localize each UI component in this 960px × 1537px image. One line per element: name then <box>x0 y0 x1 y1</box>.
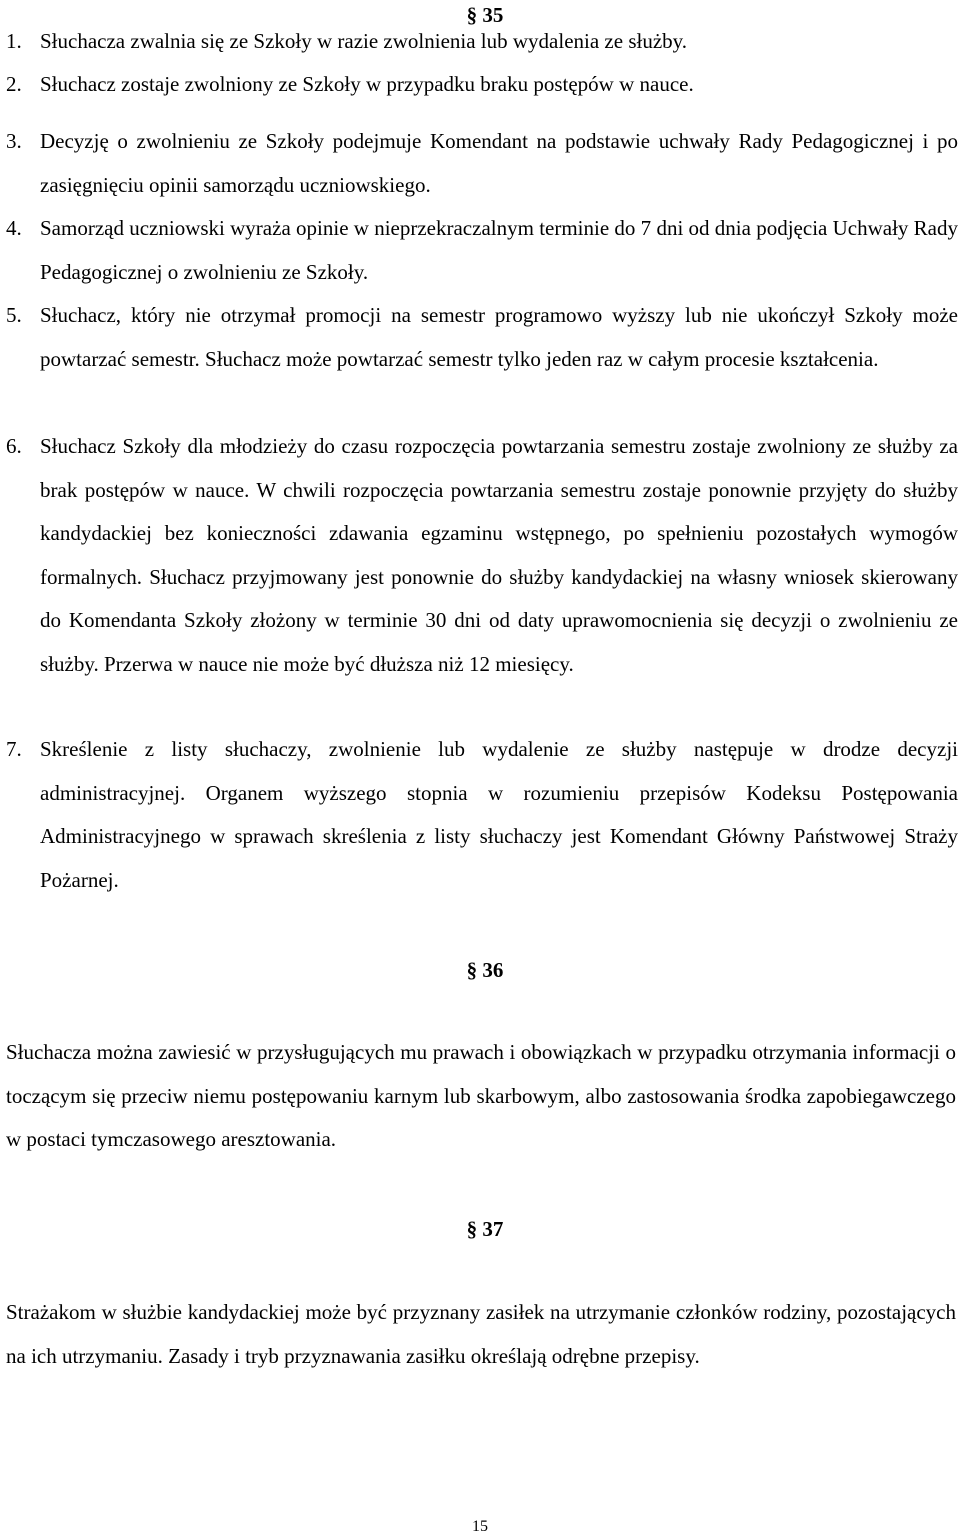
item-text: Słuchacz Szkoły dla młodzieży do czasu rozpoczęcia powtarzania semestru zostaje zwolniony ze służby za brak postępów w nauce. W chwili rozpoczęcia powtarzania semestru zostaje ponownie przyjęty do służby kandydackiej bez konieczności zdawania egzaminu wstępnego, po spełnieniu pozostałych wymogów formalnych. Słuchacz przyjmowany jest ponownie do służby kandydackiej na własny wniosek skierowany do Komendanta Szkoły złożony w terminie 30 dni od daty uprawomocnienia się decyzji o zwolnieniu ze służby. Przerwa w nauce nie może być dłuższa niż 12 miesięcy. <box>40 434 958 676</box>
section-35-item-6 <box>6 425 958 686</box>
item-number: 2. <box>6 72 22 96</box>
section-35-item-7 <box>6 728 958 902</box>
section-35-item-3 <box>6 120 958 207</box>
item-text: Słuchacz zostaje zwolniony ze Szkoły w przypadku braku postępów w nauce. <box>40 72 694 96</box>
item-number: 3. <box>6 129 22 153</box>
section-35-item-2 <box>6 63 958 107</box>
item-text: Samorząd uczniowski wyraża opinie w nieprzekraczalnym terminie do 7 dni od dnia podjęcia Uchwały Rady Pedagogicznej o zwolnieniu ze Szkoły. <box>40 216 958 284</box>
section-35-heading: § 35 <box>466 3 504 27</box>
item-number: 6. <box>6 434 22 458</box>
section-36-heading: § 36 <box>466 958 504 982</box>
section-35-item-5 <box>6 294 958 381</box>
item-number: 7. <box>6 737 22 761</box>
item-text: Słuchacz, który nie otrzymał promocji na semestr programowo wyższy lub nie ukończył Szkoły może powtarzać semestr. Słuchacz może powtarzać semestr tylko jeden raz w całym procesie kształcenia. <box>40 303 958 371</box>
section-35-item-4 <box>6 207 958 294</box>
section-37-heading: § 37 <box>466 1217 504 1241</box>
page-number: 15 <box>472 1518 488 1535</box>
item-text: Decyzję o zwolnieniu ze Szkoły podejmuje Komendant na podstawie uchwały Rady Pedagogicznej i po zasięgnięciu opinii samorządu uczniowskiego. <box>40 129 958 197</box>
section-36-paragraph: Słuchacza można zawiesić w przysługujących mu prawach i obowiązkach w przypadku otrzymania informacji o toczącym się przeciw niemu postępowaniu karnym lub skarbowym, albo zastosowania środka zapobiegawczego w postaci tymczasowego aresztowania. <box>6 1040 956 1151</box>
section-37-paragraph: Strażakom w służbie kandydackiej może być przyznany zasiłek na utrzymanie członków rodziny, pozostających na ich utrzymaniu. Zasady i tryb przyznawania zasiłku określają odrębne przepisy. <box>6 1300 956 1368</box>
item-number: 4. <box>6 216 22 240</box>
section-35-item-1 <box>6 20 958 64</box>
item-text: Skreślenie z listy słuchaczy, zwolnienie lub wydalenie ze służby następuje w drodze decyzji administracyjnej. Organem wyższego stopnia w rozumieniu przepisów Kodeksu Postępowania Administracyjnego w sprawach skreślenia z listy słuchaczy jest Komendant Główny Państwowej Straży Pożarnej. <box>40 737 958 892</box>
item-text: Słuchacza zwalnia się ze Szkoły w razie zwolnienia lub wydalenia ze służby. <box>40 29 688 53</box>
item-number: 1. <box>6 29 22 53</box>
item-number: 5. <box>6 303 22 327</box>
